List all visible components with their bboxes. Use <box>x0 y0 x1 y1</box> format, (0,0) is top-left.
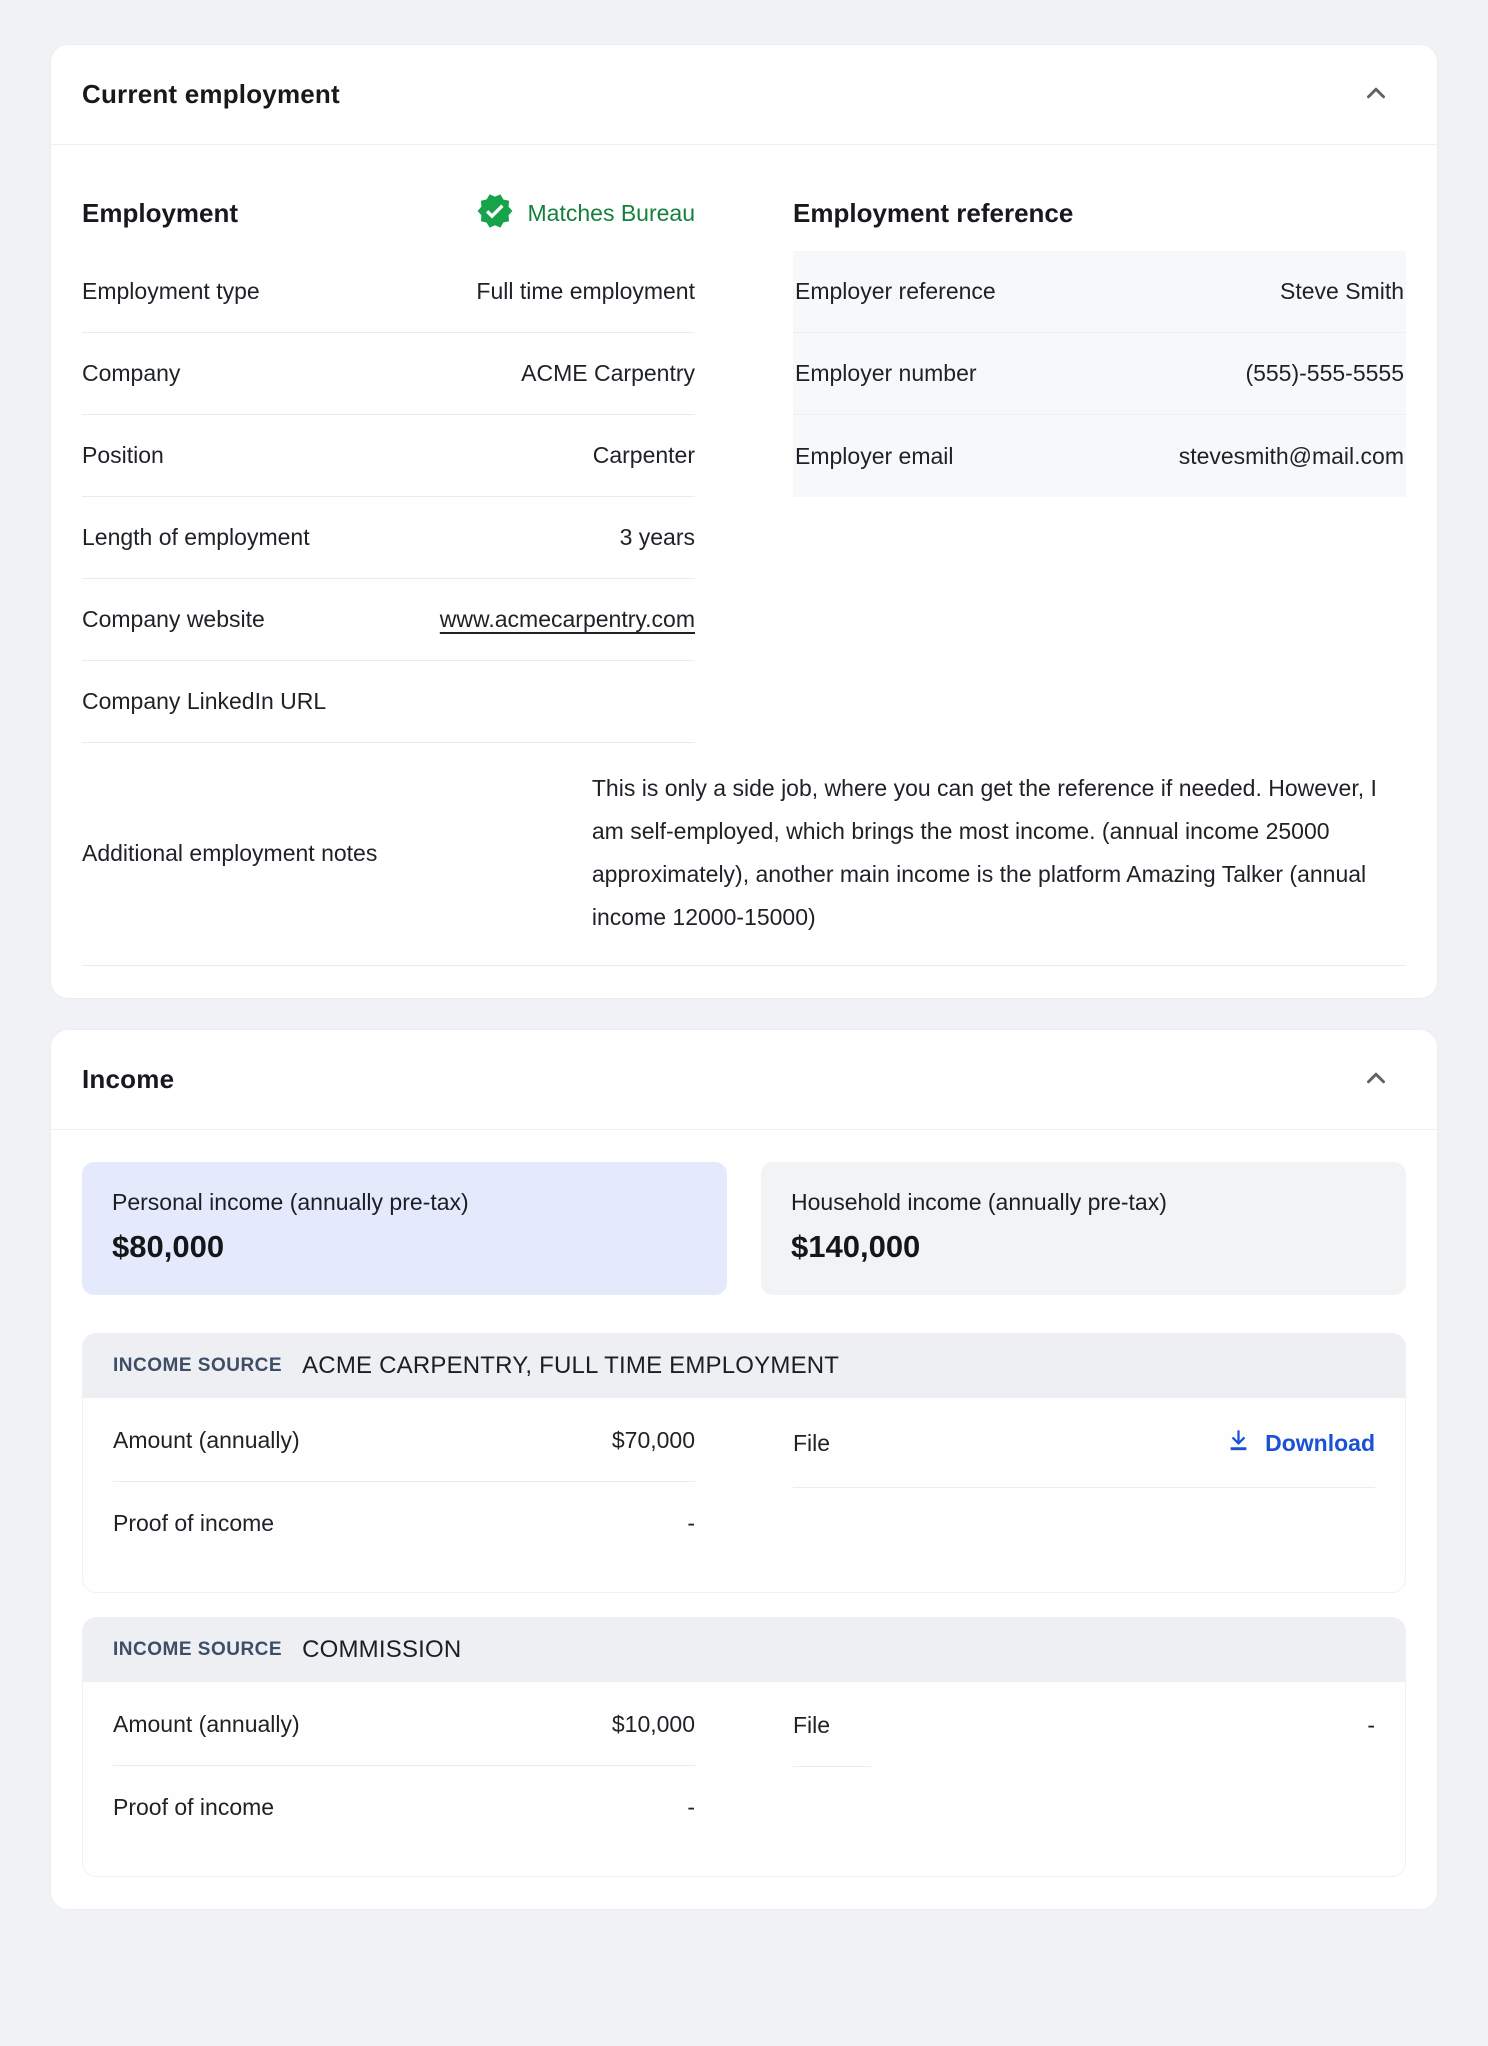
row-employment-type <box>82 251 695 333</box>
file-divider <box>793 1766 871 1767</box>
field-label: File <box>793 1711 831 1738</box>
income-source-name: ACME CARPENTRY, FULL TIME EMPLOYMENT <box>302 1352 840 1379</box>
download-icon <box>1225 1427 1252 1460</box>
field-label: Employer reference <box>795 278 996 304</box>
field-value: - <box>1367 1711 1375 1738</box>
field-value: Full time employment <box>476 278 695 304</box>
field-label: Employer number <box>795 360 977 386</box>
field-value: ACME Carpentry <box>521 360 695 386</box>
income-body <box>51 1162 1437 1909</box>
household-income-box <box>761 1162 1406 1295</box>
row-company <box>82 333 695 415</box>
source-amount-column <box>113 1684 695 1848</box>
notes-text: This is only a side job, where you can get the reference if needed. However, I am self-employed, which brings the most income. (annual income 25000 approximately), another main income is the platform Amazing Talker (annual income 12000-15000) <box>591 775 1377 930</box>
collapse-button[interactable] <box>1357 1059 1395 1100</box>
field-value: (555)-555-5555 <box>1245 360 1404 386</box>
income-source-tag: INCOME SOURCE <box>113 1355 283 1376</box>
field-label: Employment type <box>82 278 260 304</box>
file-row <box>793 1400 1375 1488</box>
employment-column <box>82 145 695 743</box>
field-value: - <box>687 1509 695 1536</box>
income-source-header <box>83 1334 1405 1398</box>
income-source-name: COMMISSION <box>302 1636 462 1663</box>
row-company-website <box>82 579 695 661</box>
field-label: Company <box>82 360 181 386</box>
field-label: Amount (annually) <box>113 1711 300 1737</box>
field-value: stevesmith@mail.com <box>1178 442 1404 469</box>
chevron-up-icon <box>1361 78 1391 111</box>
income-source-header <box>83 1618 1405 1682</box>
matches-bureau-badge <box>476 192 695 235</box>
field-value: $10,000 <box>611 1711 695 1737</box>
row-company-linkedin <box>82 661 695 743</box>
field-label: Proof of income <box>113 1509 275 1536</box>
field-label: Position <box>82 442 164 468</box>
income-source-tag: INCOME SOURCE <box>113 1639 283 1660</box>
chevron-up-icon <box>1361 1063 1391 1096</box>
field-label: Employer email <box>795 442 954 469</box>
amount-row <box>113 1684 695 1766</box>
field-value: - <box>687 1793 695 1820</box>
field-label: Company website <box>82 606 265 632</box>
source-amount-column <box>113 1400 695 1564</box>
field-label: File <box>793 1430 831 1456</box>
field-value: Carpenter <box>592 442 695 468</box>
field-value: Steve Smith <box>1280 278 1404 304</box>
household-income-label: Household income (annually pre-tax) <box>791 1189 1167 1215</box>
field-label: Proof of income <box>113 1793 275 1820</box>
field-label: Length of employment <box>82 524 310 550</box>
row-length-of-employment <box>82 497 695 579</box>
reference-fields <box>793 251 1406 497</box>
card-title: Current employment <box>82 79 340 109</box>
current-employment-card <box>50 44 1438 999</box>
proof-row <box>113 1482 695 1564</box>
income-source-card <box>82 1333 1406 1593</box>
proof-row <box>113 1766 695 1848</box>
row-employer-number <box>793 333 1406 415</box>
household-income-value: $140,000 <box>791 1229 921 1264</box>
personal-income-label: Personal income (annually pre-tax) <box>112 1189 469 1215</box>
badge-label: Matches Bureau <box>527 199 695 226</box>
file-row <box>793 1684 1375 1766</box>
card-title: Income <box>82 1064 175 1094</box>
employment-reference-column <box>793 145 1406 743</box>
field-value: 3 years <box>619 524 695 550</box>
verified-seal-icon <box>476 192 514 235</box>
field-value: $70,000 <box>611 1427 695 1453</box>
row-employer-email <box>793 415 1406 497</box>
additional-notes-row <box>82 743 1406 966</box>
current-employment-header <box>51 45 1437 145</box>
source-file-column <box>793 1400 1375 1488</box>
employment-fields <box>82 251 695 743</box>
source-file-column <box>793 1684 1375 1767</box>
row-employer-reference <box>793 251 1406 333</box>
employment-reference-heading: Employment reference <box>793 197 1074 228</box>
row-position <box>82 415 695 497</box>
income-card <box>50 1029 1438 1910</box>
download-label: Download <box>1265 1430 1375 1456</box>
current-employment-body <box>51 145 1437 998</box>
income-header <box>51 1030 1437 1130</box>
income-source-card <box>82 1617 1406 1877</box>
amount-row <box>113 1400 695 1482</box>
employment-section-heading: Employment <box>82 197 239 228</box>
collapse-button[interactable] <box>1357 74 1395 115</box>
personal-income-value: $80,000 <box>112 1229 225 1264</box>
field-label: Amount (annually) <box>113 1427 300 1453</box>
company-website-link[interactable]: www.acmecarpentry.com <box>439 606 695 632</box>
field-label: Company LinkedIn URL <box>82 688 327 714</box>
personal-income-box <box>82 1162 727 1295</box>
notes-label: Additional employment notes <box>82 839 378 866</box>
download-link[interactable] <box>1225 1427 1375 1460</box>
